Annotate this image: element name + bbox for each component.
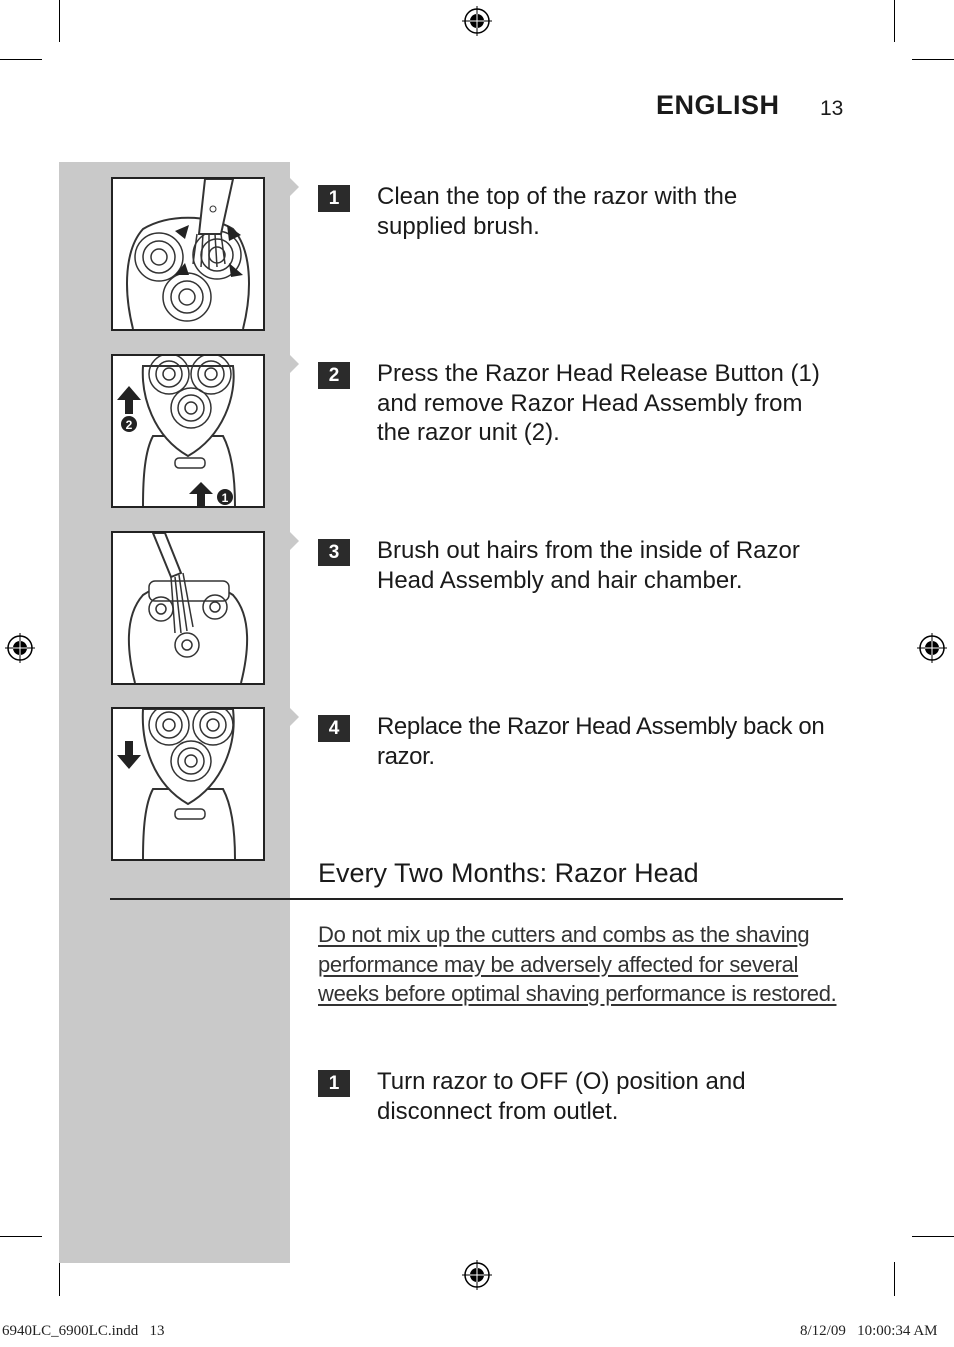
section-title: Every Two Months: Razor Head [318,858,699,888]
section-divider [110,898,843,900]
step-1-illustration [111,177,265,331]
footer-timestamp: 8/12/09 10:00:34 AM [800,1323,938,1339]
section-step-1-text: Turn razor to OFF (O) position and disconnect from outlet. [377,1068,746,1125]
registration-mark-icon [462,1260,492,1290]
step-2-illustration [111,354,265,508]
step-number-badge: 1 [318,185,350,212]
header-language: ENGLISH [656,90,780,120]
crop-mark [894,1262,895,1296]
page-number: 13 [820,97,844,120]
registration-mark-icon [917,633,947,663]
registration-mark-icon [462,6,492,36]
crop-mark [59,0,60,42]
step-4-text: Replace the Razor Head Assembly back on razor. [377,713,825,770]
step-1-text: Clean the top of the razor with the supplied brush. [377,183,738,240]
step-3-text: Brush out hairs from the inside of Razor Head Assembly and hair chamber. [377,537,800,594]
caution-note: Do not mix up the cutters and combs as the shaving performance may be adversely affected for several weeks before optimal shaving performance is restored. [318,922,837,1007]
step-number-badge: 2 [318,362,350,389]
step-3-illustration [111,531,265,685]
sidebar-pointer [290,178,299,196]
crop-mark [912,1236,954,1237]
step-2-text: Press the Razor Head Release Button (1) and remove Razor Head Assembly from the razor unit (2). [377,360,820,446]
callout-1: 1 [221,491,229,505]
step-number-badge: 1 [318,1070,350,1097]
sidebar-pointer [290,532,299,550]
razor-head-replace-icon [113,709,263,859]
callout-2: 2 [125,418,133,432]
razor-chamber-brush-icon [113,533,263,683]
step-number-badge: 3 [318,539,350,566]
razor-brush-top-icon [113,179,263,329]
sidebar-pointer [290,708,299,726]
crop-mark [0,1236,42,1237]
sidebar-pointer [290,355,299,373]
step-number-badge: 4 [318,715,350,742]
crop-mark [912,59,954,60]
razor-head-release-icon [113,356,263,506]
crop-mark [894,0,895,42]
step-4-illustration [111,707,265,861]
crop-mark [59,1262,60,1296]
footer-file-slug: 6940LC_6900LC.indd 13 [2,1323,165,1339]
registration-mark-icon [5,633,35,663]
crop-mark [0,59,42,60]
